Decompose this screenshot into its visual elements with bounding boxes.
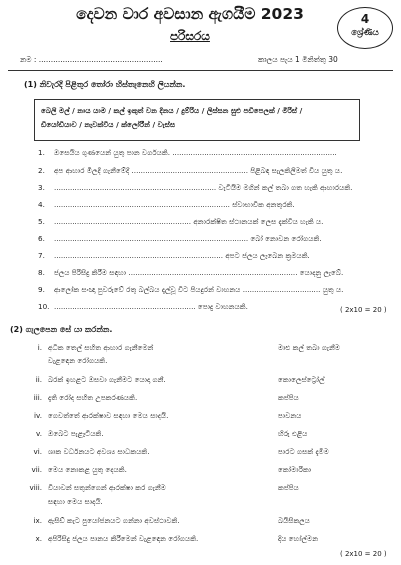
grade-badge [337, 7, 393, 49]
match-right: කොලෙස්ට්‍රෝල් [278, 375, 325, 384]
fill-item: 8. ජලය පිරිසිදු කිරීම සඳහා .......................................................................... යොදනු ලැබේ. [38, 268, 344, 277]
match-right: කප්පිය [278, 483, 299, 492]
match-left: vii. මෙය නොකළ යුතු දෙයකි. [31, 465, 127, 474]
fill-item: 1. ඔසෙයිය ගුණයෙන් යුතු පාන වර්ගයකි. ........................................................................ [38, 148, 337, 157]
grade-label: ශ්‍රේණිය [351, 28, 379, 38]
part2-marks: ( 2x10 = 20 ) [340, 550, 387, 558]
match-right: පාරට ගසක් දැමීම [278, 447, 329, 456]
match-left: vi. ශාක වර්ධනයට අවශ්‍ය සාධකයකි. [33, 447, 150, 456]
match-left: iv. ගෙවත්තේ ආරක්ෂාව සඳහා මෙය සාදයි. [34, 411, 169, 420]
part1-marks: ( 2x10 = 20 ) [340, 306, 387, 314]
match-left-cont: වැළඳෙන රෝගයකි. [48, 356, 108, 365]
match-left: ix. ඇසිඩ් කැට පුයෝජනයට ගන්නා අවස්ථාවකි. [33, 516, 180, 525]
name-field: නම : .................................................... [20, 55, 163, 64]
grade-number: 4 [360, 12, 370, 26]
match-left: v. ඔබෙට පැළෑටියකි. [36, 429, 104, 438]
match-right: දිය හෝල්මන [278, 534, 319, 543]
header-divider [8, 70, 393, 71]
match-left: x. අපිරිසිදු ජලය පානය කිරීමෙන් වැළඳෙන රෝගයකි. [35, 534, 199, 543]
word-bank-box [34, 99, 360, 141]
word-bank-line: ඩියෝඩියාව / නැවක්විය / ක්ලෝරීන් / වැස්ස [41, 120, 176, 129]
match-left: iii. දැති රෝද සහිත උපකරණයකි. [33, 393, 138, 402]
match-right: බයිසිකලය [278, 516, 310, 525]
match-right: කප්පිය [278, 393, 299, 402]
word-bank-line: බෙලි මල් / නාය යාම / කල් ඉකුත් වන දිනය / දුම්රිය / ලිස්සන සුළු පඩිපෙලක් / මිරිස් / [41, 106, 303, 115]
part2-heading: (2) ගැලපෙන සේ යා කරන්න. [10, 325, 113, 334]
part1-heading: (1) නිවැරදි පිළිතුර තෝරා හිස්තැනෙහි ලියන්න. [24, 80, 186, 89]
match-right: මාළු කල් තබා ගැනීම [278, 343, 341, 352]
match-left-cont: සඳහා මෙය සාදයි. [48, 497, 103, 506]
fill-item: 4. ............................................................................. ස්වාභාවික අනතුරකි. [38, 200, 295, 209]
match-left: viii. වියාවන් සතුන්ගෙන් ආරක්ෂා කර ගැනීම [29, 483, 166, 492]
fill-item: 2. අප ආහාර මිලදී ගැනීමේදී ................................................... පිළිබඳ සැලකිලිමත් විය යුතු ය. [38, 166, 343, 175]
time-label: කාලය පැය 1 මිනිත්තු 30 [258, 55, 338, 64]
fill-item: 3. ....................................................................... වැටියීම මගින් කල් තබා ගත හැකි ආහාරයකි. [38, 183, 353, 192]
match-right: කෝමාරිකා [278, 465, 312, 474]
fill-item: 9. ආලෝක සංඥා පුවරුවේ රතු බල්බය දැල්වූ විට පියදුරන් වාහනය .................................. යුතු ය. [38, 285, 344, 294]
match-right: හිරු එළිය [278, 429, 308, 438]
fill-item: 10. .............................................................. පොදු වාහනයකි. [38, 302, 248, 311]
subject-title: පරිසරය [170, 29, 210, 43]
match-left: i. අධික තෙල් සහිත ආහාර ගැනීමෙන් [37, 343, 154, 352]
fill-item: 7. .......................................................................... අපට ජලය ලැබෙන ක්‍රමයකි. [38, 251, 310, 260]
fill-item: 6. ..................................................................................... බෝ නොවන රෝගයකි. [38, 234, 322, 243]
match-right: පාවනය [278, 411, 302, 420]
match-left: ii. බරක් ඉහළට ඔසවා ගැනීමට යොදා ගනී. [35, 375, 166, 384]
page-title: දෙවන වාර අවසාන ඇගයීම 2023 [76, 5, 304, 23]
fill-item: 5. ............................................................ අනාරක්ෂිත ස්ථානයක් ලෙස දැක්විය හැකි ය. [38, 217, 324, 226]
